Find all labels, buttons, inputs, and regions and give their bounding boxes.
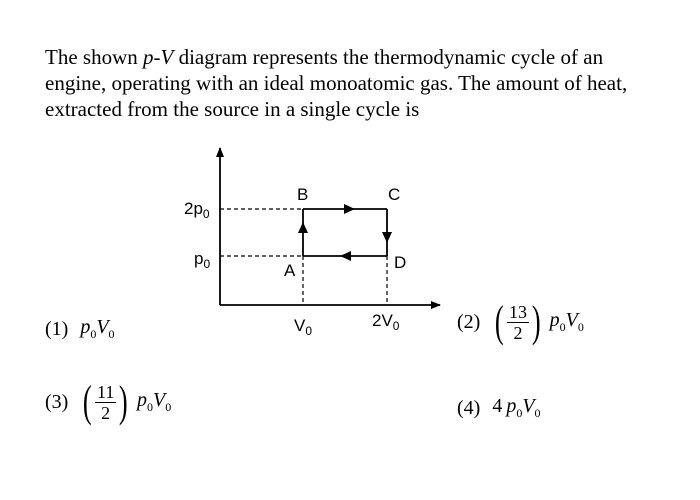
arrow-a-b bbox=[298, 222, 308, 233]
option-2-number: (2) bbox=[457, 310, 481, 333]
question-part1: The shown bbox=[45, 45, 143, 69]
question-math: p-V bbox=[143, 45, 174, 69]
label-2v0-main: 2V bbox=[372, 311, 393, 330]
label-point-a: A bbox=[284, 261, 296, 280]
arrow-c-d bbox=[382, 232, 392, 243]
label-p0-sub: 0 bbox=[203, 257, 211, 271]
label-point-b: B bbox=[297, 185, 309, 204]
question-part2: diagram represents the thermodynamic cycle of an engine, operating with an ideal monoatomic gas. The amount of heat, extracted from the source in a single cycle is bbox=[45, 45, 628, 121]
label-p0 bbox=[194, 249, 210, 271]
option-1-expression: $p_0V_0$ bbox=[80, 316, 115, 341]
label-2p0 bbox=[184, 199, 210, 221]
option-3-fraction: ( $\frac{11}{2}$ ) bbox=[83, 377, 129, 426]
label-point-d: D bbox=[394, 253, 407, 272]
label-2p0-main: 2p bbox=[184, 199, 203, 218]
option-2[interactable] bbox=[457, 297, 584, 346]
arrow-d-a bbox=[340, 251, 351, 261]
option-4-number: (4) bbox=[457, 396, 481, 419]
arrow-b-c bbox=[344, 204, 355, 214]
label-v0-main: V bbox=[294, 316, 306, 335]
label-2p0-sub: 0 bbox=[202, 207, 210, 221]
option-3-number: (3) bbox=[45, 390, 69, 413]
label-v0-sub: 0 bbox=[305, 324, 313, 338]
option-3-expression: $p_0V_0$ bbox=[136, 389, 172, 414]
option-2-expression: $p_0V_0$ bbox=[549, 309, 584, 334]
option-3[interactable] bbox=[45, 377, 172, 426]
label-2v0-sub: 0 bbox=[392, 319, 400, 333]
label-v0 bbox=[294, 316, 312, 338]
label-2v0 bbox=[372, 311, 400, 333]
option-1[interactable] bbox=[45, 316, 115, 342]
option-4-expression: 4 $p_0V_0$ bbox=[492, 395, 541, 420]
label-point-c: C bbox=[388, 185, 401, 204]
option-2-fraction: ( $\frac{13}{2}$ ) bbox=[495, 297, 541, 346]
label-p0-main: p bbox=[194, 249, 204, 268]
option-1-number: (1) bbox=[45, 317, 69, 340]
option-4[interactable] bbox=[457, 395, 541, 421]
